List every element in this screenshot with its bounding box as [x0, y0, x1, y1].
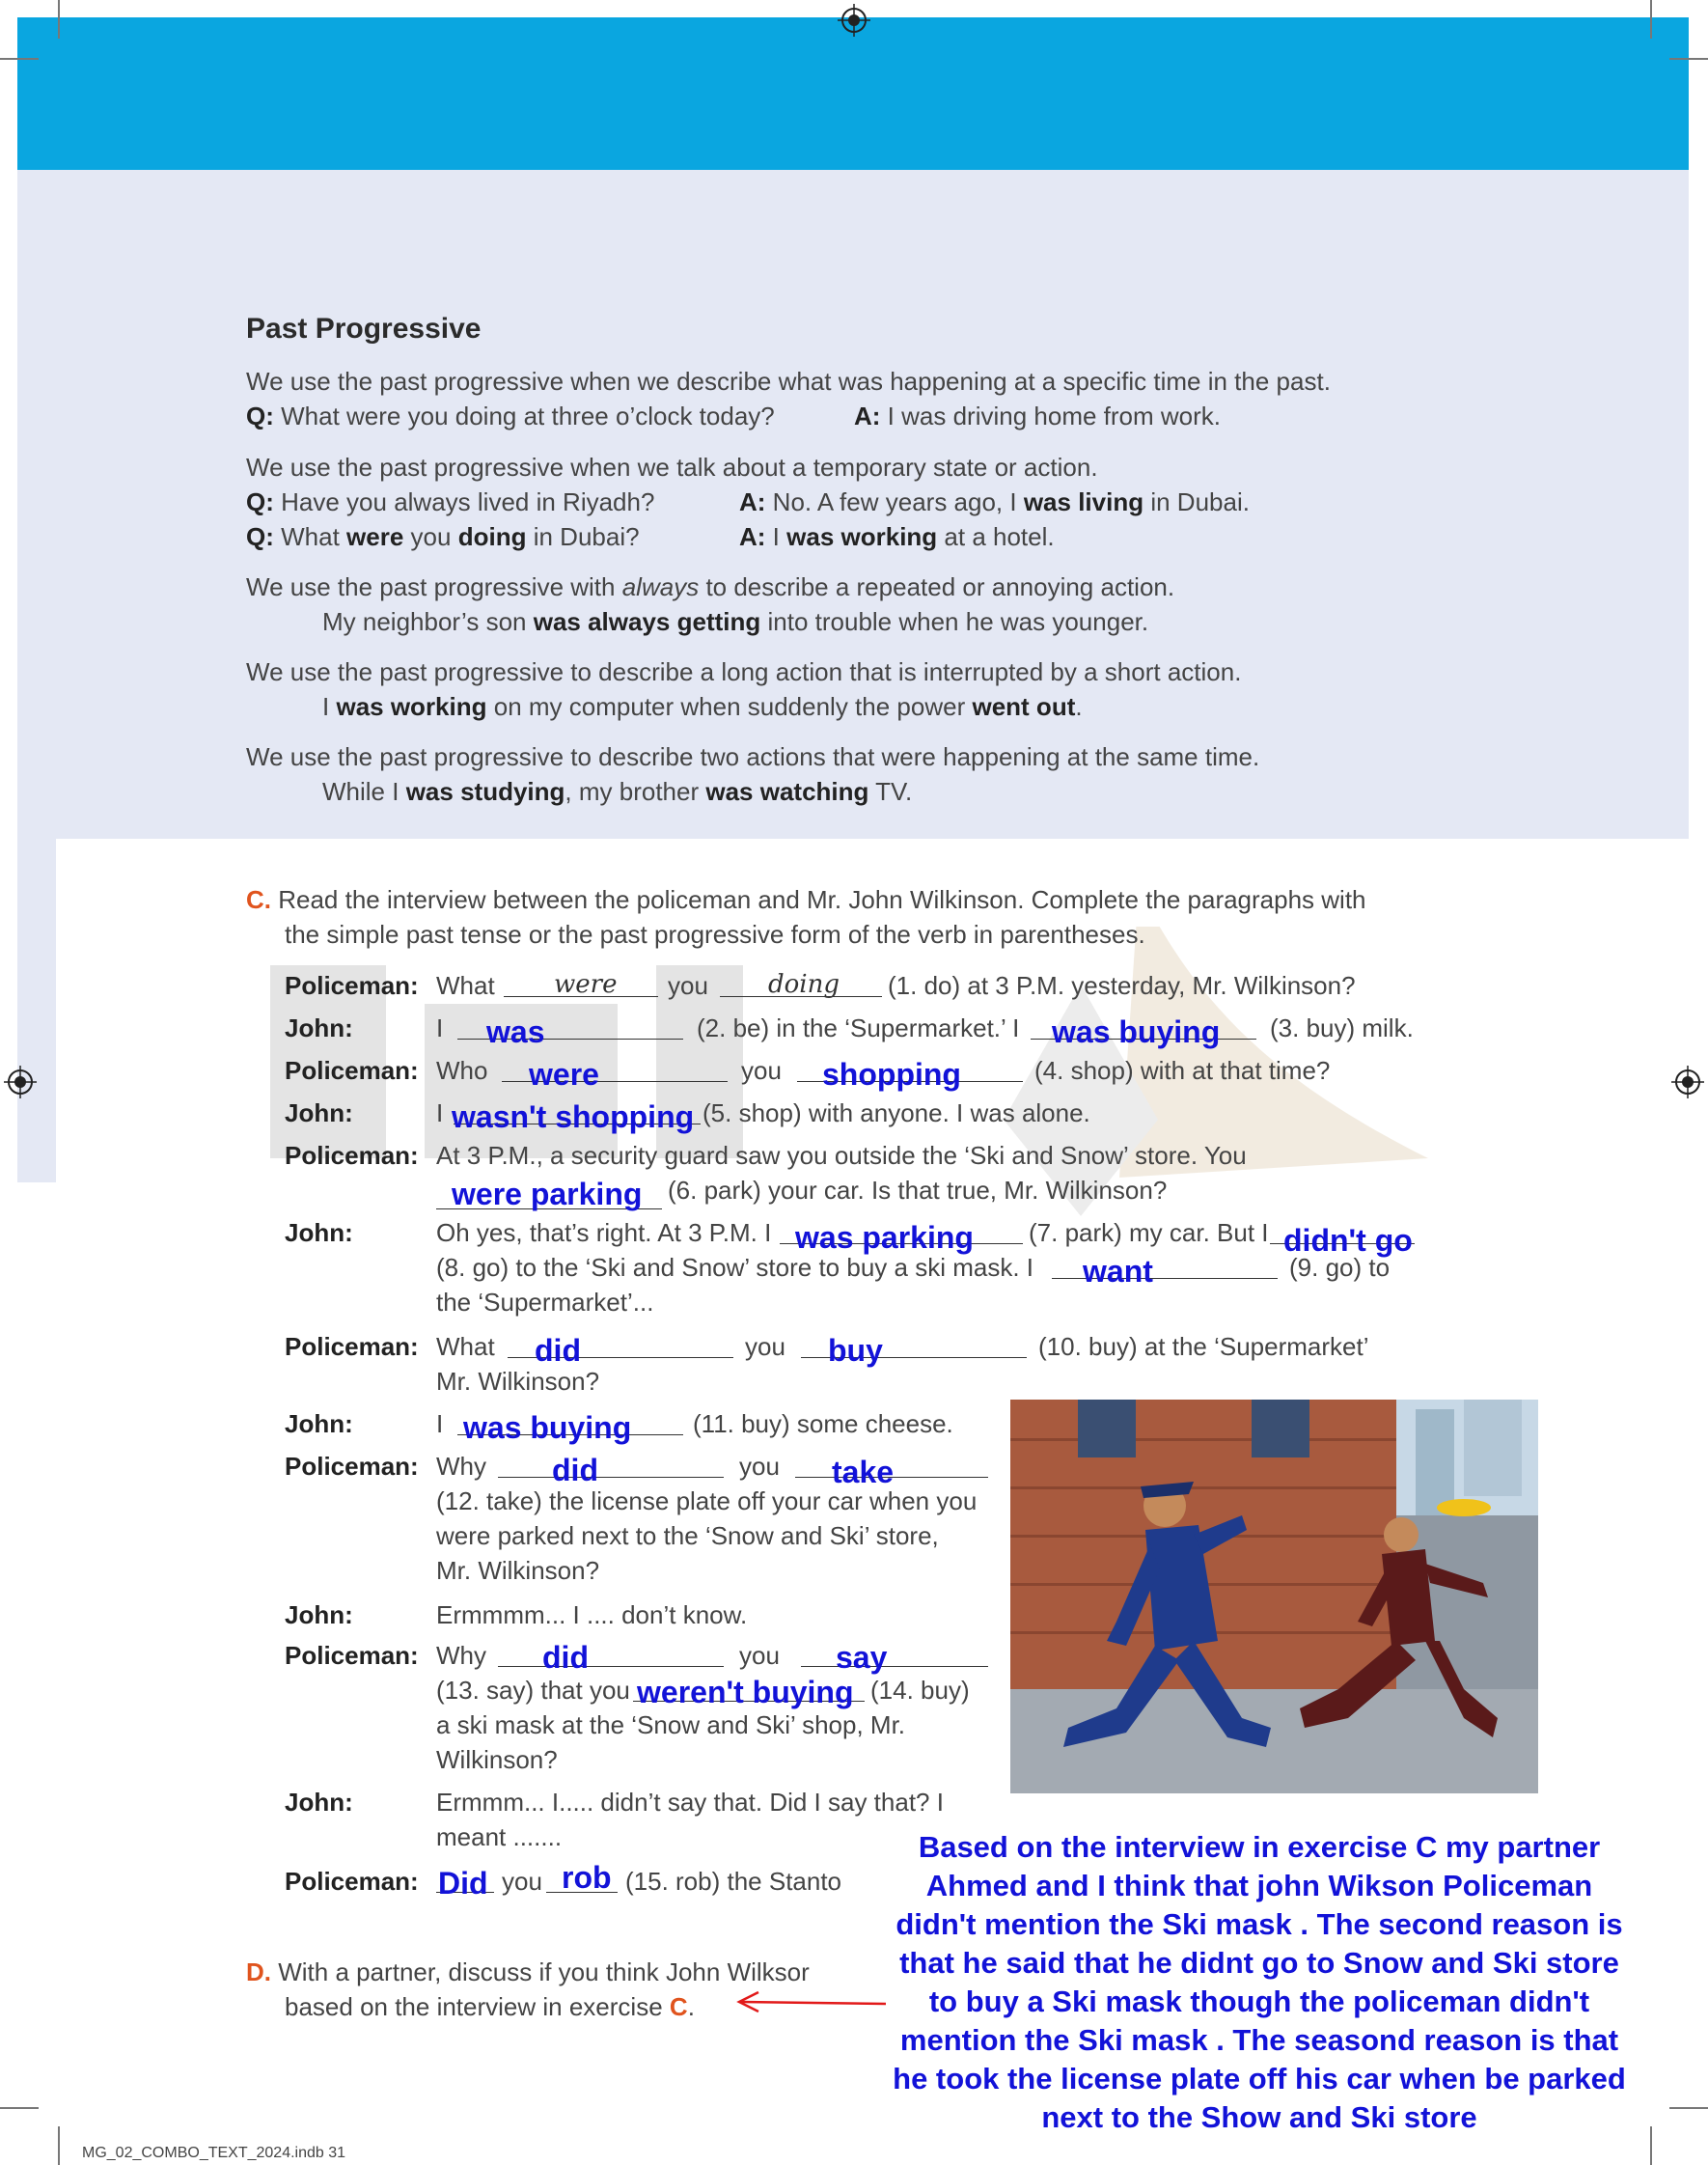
dialogue-text: Mr. Wilkinson? — [436, 1367, 600, 1396]
answer-5: wasn't shopping — [452, 1099, 695, 1134]
answer-2: was — [486, 1014, 545, 1049]
crop-mark — [1669, 2107, 1708, 2109]
dialogue-text: meant ....... — [436, 1822, 563, 1851]
answer-4b: shopping — [822, 1057, 961, 1092]
answer-15a: Did — [438, 1866, 488, 1901]
speaker-john: John: — [285, 1098, 353, 1127]
example-q: Q: What were you doing in Dubai? — [246, 522, 640, 551]
dialogue-text: (10. buy) at the ‘Supermarket’ — [1038, 1332, 1369, 1361]
answer-1b: doing — [768, 970, 840, 999]
dialogue-text: Who — [436, 1056, 488, 1085]
answer-13b: say — [836, 1640, 888, 1675]
speaker-policeman: Policeman: — [285, 1332, 419, 1361]
exercise-c-instructions: C. Read the interview between the policeman and Mr. John Wilkinson. Complete the paragraphs with — [246, 885, 1366, 914]
crop-mark — [0, 2107, 39, 2109]
dialogue-text: (3. buy) milk. — [1270, 1013, 1414, 1042]
dialogue-text: What — [436, 1332, 495, 1361]
speaker-policeman: Policeman: — [285, 1452, 419, 1481]
dialogue-text: a ski mask at the ‘Snow and Ski’ shop, Mr. — [436, 1710, 906, 1739]
dialogue-text: (12. take) the license plate off your car when you — [436, 1486, 978, 1515]
dialogue-text: the ‘Supermarket’... — [436, 1288, 654, 1317]
dialogue-text: you — [668, 971, 708, 1000]
answer-blank[interactable] — [498, 1666, 724, 1667]
dialogue-text: I — [436, 1013, 444, 1042]
dialogue-text: (2. be) in the ‘Supermarket.’ I — [697, 1013, 1020, 1042]
dialogue-text: (1. do) at 3 P.M. yesterday, Mr. Wilkinson? — [888, 971, 1356, 1000]
answer-line: next to the Show and Ski store — [1041, 2100, 1477, 2134]
dialogue-text: Why — [436, 1641, 486, 1670]
answer-11: was buying — [463, 1410, 632, 1445]
answer-14: weren't buying — [637, 1675, 854, 1709]
chase-illustration — [1010, 1400, 1538, 1793]
dialogue-text: (11. buy) some cheese. — [693, 1409, 953, 1438]
speaker-policeman: Policeman: — [285, 1056, 419, 1085]
dialogue-text: were parked next to the ‘Snow and Ski’ store, — [436, 1521, 939, 1550]
footer-file-info: MG_02_COMBO_TEXT_2024.indb 31 — [82, 2145, 346, 2161]
exercise-d-text: D. With a partner, discuss if you think John Wilksor — [246, 1957, 810, 1986]
left-strip — [17, 830, 56, 1182]
dialogue-text: you — [741, 1056, 782, 1085]
answer-10b: buy — [828, 1333, 883, 1368]
example-a: A: I was working at a hotel. — [739, 522, 1055, 551]
rule-5: We use the past progressive to describe two actions that were happening at the same time. — [246, 742, 1260, 771]
speaker-john: John: — [285, 1600, 353, 1629]
header-band — [17, 17, 1689, 170]
answer-line: didn't mention the Ski mask . The second reason is — [895, 1907, 1623, 1941]
answer-12b: take — [832, 1455, 895, 1489]
rule-1: We use the past progressive when we describe what was happening at a specific time in the past. — [246, 367, 1331, 396]
registration-mark-icon — [4, 1066, 37, 1098]
example: My neighbor’s son was always getting into trouble when he was younger. — [322, 607, 1149, 636]
crop-mark — [58, 0, 60, 39]
answer-line: mention the Ski mask . The seasond reason is that — [899, 2023, 1619, 2057]
answer-8: didn't go — [1283, 1223, 1413, 1258]
answer-15b: rob — [562, 1860, 612, 1895]
example-q: Q: What were you doing at three o’clock today? — [246, 402, 775, 430]
dialogue-text: Oh yes, that’s right. At 3 P.M. I — [436, 1218, 772, 1247]
speaker-policeman: Policeman: — [285, 1641, 419, 1670]
dialogue-text: (6. park) your car. Is that true, Mr. Wilkinson? — [668, 1176, 1168, 1205]
dialogue-text: (9. go) to — [1289, 1253, 1391, 1282]
registration-mark-icon — [838, 4, 870, 37]
answer-9: want — [1083, 1254, 1153, 1289]
answer-line: that he said that he didnt go to Snow and Ski store — [899, 1946, 1619, 1980]
crop-mark — [0, 58, 39, 60]
crop-mark — [1650, 0, 1652, 39]
dialogue-text: (8. go) to the ‘Ski and Snow’ store to buy a ski mask. I — [436, 1253, 1033, 1282]
registration-mark-icon — [1671, 1066, 1704, 1098]
example-a: A: No. A few years ago, I was living in Dubai. — [739, 487, 1250, 516]
answer-blank[interactable] — [498, 1477, 724, 1478]
answer-7: was parking — [795, 1220, 974, 1255]
dialogue-text: (14. buy) — [870, 1676, 970, 1705]
answer-1a: were — [554, 970, 618, 999]
exercise-d-text-2: based on the interview in exercise C. — [285, 1992, 695, 2021]
answer-line: he took the license plate off his car when be parked — [893, 2062, 1626, 2096]
example-q: Q: Have you always lived in Riyadh? — [246, 487, 655, 516]
speaker-john: John: — [285, 1788, 353, 1817]
dialogue-text: Why — [436, 1452, 486, 1481]
answer-12a: did — [552, 1453, 598, 1487]
answer-line: Based on the interview in exercise C my partner — [918, 1830, 1601, 1864]
answer-10a: did — [535, 1333, 581, 1368]
dialogue-text: Ermmmm... I .... don’t know. — [436, 1600, 748, 1629]
dialogue-text: you — [745, 1332, 785, 1361]
dialogue-text: (4. shop) with at that time? — [1034, 1056, 1331, 1085]
dialogue-text: you — [739, 1452, 780, 1481]
dialogue-text: you — [502, 1867, 542, 1896]
dialogue-text: (13. say) that you — [436, 1676, 630, 1705]
rule-3: We use the past progressive with always to describe a repeated or annoying action. — [246, 572, 1175, 601]
answer-4a: were — [529, 1057, 599, 1092]
answer-line: Ahmed and I think that john Wikson Policeman — [925, 1869, 1593, 1902]
dialogue-text: Ermmm... I..... didn’t say that. Did I say that? I — [436, 1788, 944, 1817]
speaker-policeman: Policeman: — [285, 971, 419, 1000]
student-answer-text — [859, 1828, 1660, 2137]
dialogue-text: I — [436, 1098, 444, 1127]
dialogue-text: Mr. Wilkinson? — [436, 1556, 600, 1585]
speaker-john: John: — [285, 1013, 353, 1042]
dialogue-text: (15. rob) the Stanto — [625, 1867, 842, 1896]
crop-mark — [58, 2126, 60, 2165]
example: While I was studying, my brother was watching TV. — [322, 777, 913, 806]
answer-blank[interactable] — [801, 1666, 988, 1667]
dialogue-text: What — [436, 971, 495, 1000]
answer-line: to buy a Ski mask though the policeman didn't — [928, 1985, 1590, 2018]
speaker-policeman: Policeman: — [285, 1141, 419, 1170]
speaker-policeman: Policeman: — [285, 1867, 419, 1896]
example-a: A: I was driving home from work. — [854, 402, 1221, 430]
example: I was working on my computer when suddenly the power went out. — [322, 692, 1083, 721]
dialogue-text: Wilkinson? — [436, 1745, 558, 1774]
speaker-john: John: — [285, 1409, 353, 1438]
dialogue-text: you — [739, 1641, 780, 1670]
answer-6: were parking — [452, 1177, 643, 1211]
rule-4: We use the past progressive to describe a long action that is interrupted by a short action. — [246, 657, 1242, 686]
dialogue-text: (5. shop) with anyone. I was alone. — [702, 1098, 1090, 1127]
speaker-john: John: — [285, 1218, 353, 1247]
grammar-title: Past Progressive — [246, 313, 482, 345]
rule-2: We use the past progressive when we talk about a temporary state or action. — [246, 453, 1098, 482]
crop-mark — [1669, 58, 1708, 60]
exercise-c-instructions-2: the simple past tense or the past progressive form of the verb in parentheses. — [285, 920, 1145, 949]
answer-13a: did — [542, 1640, 589, 1675]
answer-3: was buying — [1052, 1014, 1221, 1049]
dialogue-text: At 3 P.M., a security guard saw you outside the ‘Ski and Snow’ store. You — [436, 1141, 1247, 1170]
dialogue-text: I — [436, 1409, 444, 1438]
dialogue-text: (7. park) my car. But I — [1029, 1218, 1269, 1247]
